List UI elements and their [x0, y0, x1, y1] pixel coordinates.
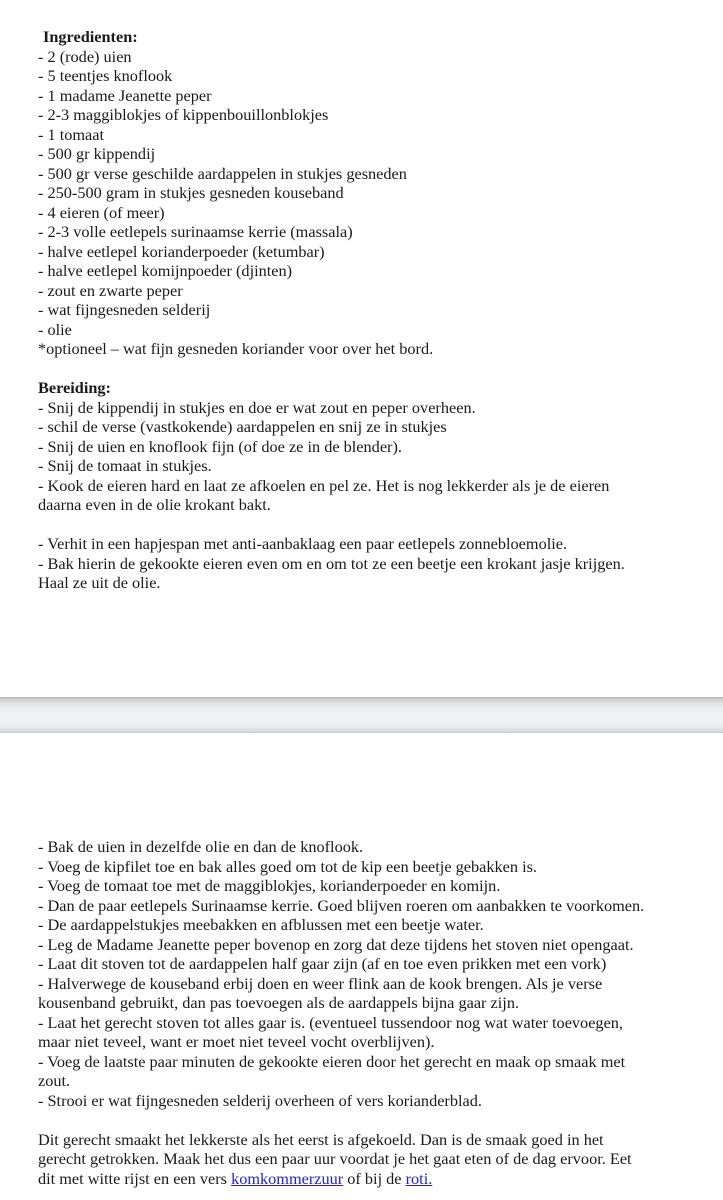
step-line: maar niet teveel, want er moet niet teveel vocht overblijven). — [38, 1032, 435, 1051]
ingredients-heading: Ingredienten: — [43, 27, 138, 46]
step-line: - Voeg de tomaat toe met de maggiblokjes, korianderpoeder en komijn. — [38, 876, 501, 895]
step-line: - Laat dit stoven tot de aardappelen half gaar zijn (af en toe even prikken met een vork) — [38, 954, 607, 973]
ingredient-line: - 250-500 gram in stukjes gesneden kouseband — [38, 183, 344, 202]
ingredient-line: - halve eetlepel komijnpoeder (djinten) — [38, 261, 293, 280]
step-line: - Bak de uien in dezelfde olie en dan de knoflook. — [38, 837, 364, 856]
step-line: Haal ze uit de olie. — [38, 573, 161, 592]
ingredient-line: - 4 eieren (of meer) — [38, 202, 165, 222]
step-line: - schil de verse (vastkokende) aardappelen en snij ze in stukjes — [38, 417, 447, 436]
blank-line — [38, 1110, 708, 1130]
ingredient-line: - 500 gr kippendij — [38, 144, 156, 163]
komkommerzuur-link[interactable]: komkommerzuur — [231, 1168, 344, 1188]
closing-paragraph-line: Dit gerecht smaakt het lekkerste als het eerst is afgekoeld. Dan is de smaak goed in het — [38, 1129, 604, 1149]
ingredient-line: - 1 tomaat — [38, 124, 105, 144]
step-line: - De aardappelstukjes meebakken en afblussen met een beetje water. — [38, 915, 484, 934]
step-line: - Dan de paar eetlepels Surinaamse kerrie. Goed blijven roeren om aanbakken te voorkomen. — [38, 895, 645, 915]
step-line: - Laat het gerecht stoven tot alles gaar is. (eventueel tussendoor nog wat water toevoegen, — [38, 1012, 624, 1032]
blank-line — [38, 515, 708, 535]
step-line: - Kook de eieren hard en laat ze afkoelen en pel ze. Het is nog lekkerder als je de eieren — [38, 475, 610, 495]
blank-line — [38, 359, 708, 379]
step-line: - Halverwege de kouseband erbij doen en weer flink aan de kook brengen. Als je verse — [38, 973, 603, 993]
step-line: zout. — [38, 1071, 71, 1090]
step-line: - Voeg de kipfilet toe en bak alles goed om tot de kip een beetje gebakken is. — [38, 856, 537, 876]
step-line: - Bak hierin de gekookte eieren even om en om tot ze een beetje een krokant jasje krijgen. — [38, 553, 625, 573]
ingredient-line: - 2 (rode) uien — [38, 46, 132, 66]
ingredient-line: - 2-3 maggiblokjes of kippenbouillonblokjes — [38, 105, 329, 124]
step-line: daarna even in de olie krokant bakt. — [38, 495, 271, 514]
ingredient-line: - zout en zwarte peper — [38, 280, 183, 300]
step-line: kousenband gebruikt, dan pas toevoegen als de aardappels bijna gaar zijn. — [38, 993, 520, 1012]
ingredient-line: - 5 teentjes knoflook — [38, 66, 173, 85]
page-separator — [0, 697, 723, 733]
ingredient-line: - olie — [38, 319, 72, 339]
step-line: - Strooi er wat fijngesneden selderij overheen of vers korianderblad. — [38, 1090, 482, 1110]
roti-link[interactable]: roti. — [405, 1168, 433, 1188]
ingredient-line: - 500 gr verse geschilde aardappelen in stukjes gesneden — [38, 163, 407, 183]
ingredient-line: - wat fijngesneden selderij — [38, 300, 211, 319]
ingredient-line: - 1 madame Jeanette peper — [38, 85, 212, 105]
closing-text: of bij de — [343, 1168, 406, 1188]
step-line: - Snij de kippendij in stukjes en doe er wat zout en peper overheen. — [38, 397, 476, 417]
step-line: - Verhit in een hapjespan met anti-aanbaklaag een paar eetlepels zonnebloemolie. — [38, 534, 568, 553]
step-line: - Leg de Madame Jeanette peper bovenop en zorg dat deze tijdens het stoven niet opengaat. — [38, 934, 634, 954]
closing-paragraph-line — [38, 1169, 708, 1189]
step-line: - Snij de uien en knoflook fijn (of doe ze in de blender). — [38, 436, 402, 456]
ingredient-optional-note: *optioneel – wat fijn gesneden koriander voor over het bord. — [38, 339, 434, 358]
closing-text: dit met witte rijst en een vers — [38, 1168, 232, 1188]
page-2 — [0, 733, 723, 1188]
closing-paragraph-line: gerecht getrokken. Maak het dus een paar uur voordat je het gaat eten of de dag ervoor. Eet — [38, 1149, 632, 1168]
step-line: - Snij de tomaat in stukjes. — [38, 456, 212, 475]
ingredient-line: - halve eetlepel korianderpoeder (ketumbar) — [38, 241, 325, 261]
preparation-heading: Bereiding: — [38, 378, 111, 397]
ingredient-line: - 2-3 volle eetlepels surinaamse kerrie (massala) — [38, 222, 353, 241]
step-line: - Voeg de laatste paar minuten de gekookte eieren door het gerecht en maak op smaak met — [38, 1051, 626, 1071]
